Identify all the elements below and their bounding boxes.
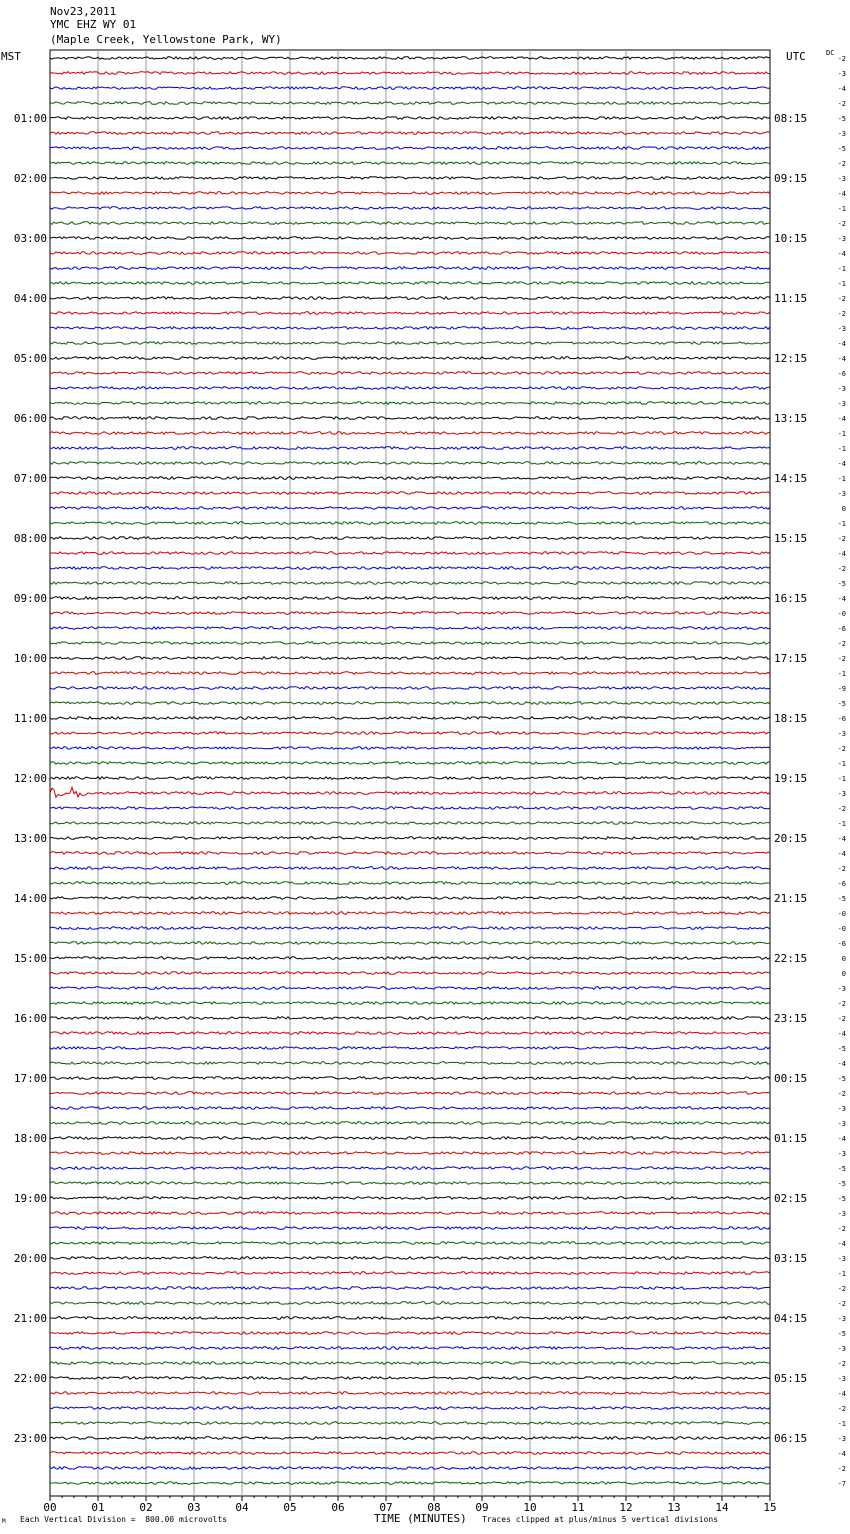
dc-offset-value: -6 — [837, 940, 846, 948]
seismic-trace — [50, 537, 770, 540]
seismic-trace — [50, 1062, 770, 1065]
dc-offset-value: -2 — [837, 1000, 846, 1008]
dc-offset-value: -2 — [837, 1090, 846, 1098]
dc-offset-value: -4 — [837, 1240, 846, 1248]
seismic-trace — [50, 1377, 770, 1380]
x-tick-label: 04 — [235, 1501, 249, 1514]
seismic-trace — [50, 1257, 770, 1260]
mst-hour-label: 08:00 — [13, 532, 47, 545]
dc-offset-value: -3 — [837, 325, 846, 333]
seismic-trace — [50, 1452, 770, 1455]
seismic-trace — [50, 987, 770, 990]
clipping-note: Traces clipped at plus/minus 5 vertical divisions — [482, 1515, 719, 1524]
seismic-trace — [50, 357, 770, 360]
dc-offset-value: -3 — [837, 1345, 846, 1353]
dc-offset-value: -3 — [837, 1120, 846, 1128]
mst-hour-label: 23:00 — [13, 1432, 47, 1445]
dc-offset-value: -1 — [837, 205, 846, 213]
dc-offset-value: -6 — [837, 625, 846, 633]
dc-offset-value: -2 — [837, 1300, 846, 1308]
seismic-trace — [50, 942, 770, 945]
dc-offset-value: -4 — [837, 850, 846, 858]
seismic-trace — [50, 102, 770, 105]
seismic-trace — [50, 402, 770, 405]
seismic-trace — [50, 732, 770, 735]
seismic-trace — [50, 1197, 770, 1200]
utc-hour-label: 01:15 — [774, 1132, 808, 1145]
mst-hour-label: 22:00 — [13, 1372, 47, 1385]
seismic-trace — [50, 1167, 770, 1170]
dc-offset-value: -1 — [837, 280, 846, 288]
seismic-trace — [50, 867, 770, 870]
mst-hour-label: 01:00 — [13, 112, 47, 125]
seismic-trace — [50, 327, 770, 330]
seismic-trace — [50, 282, 770, 285]
seismic-trace — [50, 1317, 770, 1320]
utc-hour-label: 21:15 — [774, 892, 808, 905]
utc-hour-label: 05:15 — [774, 1372, 808, 1385]
dc-offset-value: -5 — [837, 1195, 846, 1203]
dc-offset-value: -3 — [837, 1105, 846, 1113]
utc-hour-label: 02:15 — [774, 1192, 808, 1205]
seismic-trace — [50, 1467, 770, 1470]
x-tick-label: 05 — [283, 1501, 297, 1514]
seismic-trace — [50, 462, 770, 465]
utc-hour-label: 12:15 — [774, 352, 808, 365]
seismic-trace — [50, 1362, 770, 1365]
dc-offset-value: -4 — [837, 595, 846, 603]
dc-offset-value: -5 — [837, 1330, 846, 1338]
seismic-trace — [50, 1482, 770, 1485]
seismic-trace — [50, 582, 770, 585]
dc-offset-value: -1 — [837, 775, 846, 783]
dc-offset-value: -1 — [837, 820, 846, 828]
seismic-trace — [50, 672, 770, 675]
seismic-trace — [50, 927, 770, 930]
seismic-trace — [50, 177, 770, 180]
utc-hour-label: 03:15 — [774, 1252, 808, 1265]
dc-offset-value: 0 — [841, 970, 846, 978]
dc-offset-value: -3 — [837, 1255, 846, 1263]
x-tick-label: 07 — [379, 1501, 393, 1514]
left-timezone-label: MST — [1, 50, 21, 63]
station-code: YMC EHZ WY 01 — [50, 18, 137, 31]
dc-offset-value: 0 — [841, 505, 846, 513]
dc-offset-value: -3 — [837, 1375, 846, 1383]
seismic-trace — [50, 132, 770, 135]
mst-hour-label: 21:00 — [13, 1312, 47, 1325]
dc-offset-value: -3 — [837, 130, 846, 138]
dc-offset-value: -3 — [837, 235, 846, 243]
seismic-trace — [50, 1107, 770, 1110]
utc-hour-label: 23:15 — [774, 1012, 808, 1025]
seismic-trace — [50, 567, 770, 570]
mst-hour-label: 07:00 — [13, 472, 47, 485]
mst-hour-label: 13:00 — [13, 832, 47, 845]
mst-hour-label: 06:00 — [13, 412, 47, 425]
seismic-trace — [50, 1182, 770, 1185]
seismic-trace — [50, 702, 770, 705]
seismic-trace — [50, 207, 770, 210]
x-tick-label: 00 — [43, 1501, 57, 1514]
mst-hour-label: 15:00 — [13, 952, 47, 965]
utc-hour-label: 14:15 — [774, 472, 808, 485]
seismic-trace — [50, 192, 770, 195]
seismic-trace — [50, 1242, 770, 1245]
dc-offset-value: -5 — [837, 145, 846, 153]
dc-offset-value: -4 — [837, 355, 846, 363]
dc-offset-value: -2 — [837, 310, 846, 318]
dc-offset-value: -4 — [837, 415, 846, 423]
utc-hour-label: 13:15 — [774, 412, 808, 425]
dc-offset-value: -1 — [837, 760, 846, 768]
x-tick-label: 12 — [619, 1501, 633, 1514]
x-tick-label: 11 — [571, 1501, 585, 1514]
dc-offset-value: -0 — [837, 925, 846, 933]
dc-offset-value: -4 — [837, 550, 846, 558]
dc-offset-value: -2 — [837, 655, 846, 663]
dc-offset-value: -2 — [837, 640, 846, 648]
dc-offset-value: -4 — [837, 460, 846, 468]
seismic-trace — [50, 882, 770, 885]
dc-offset-value: -2 — [837, 745, 846, 753]
seismic-trace — [50, 1407, 770, 1410]
dc-offset-value: -9 — [837, 685, 846, 693]
seismic-trace — [50, 1422, 770, 1425]
plot-date: Nov23,2011 — [50, 5, 117, 18]
dc-offset-value: -3 — [837, 175, 846, 183]
utc-hour-label: 20:15 — [774, 832, 808, 845]
dc-offset-value: -2 — [837, 535, 846, 543]
seismic-trace — [50, 1017, 770, 1020]
x-tick-label: 13 — [667, 1501, 681, 1514]
station-location: (Maple Creek, Yellowstone Park, WY) — [50, 33, 282, 46]
seismic-trace — [50, 777, 770, 780]
dc-offset-value: -2 — [837, 100, 846, 108]
seismic-trace — [50, 642, 770, 645]
seismic-trace — [50, 787, 770, 797]
seismic-trace — [50, 432, 770, 435]
dc-offset-value: -2 — [837, 1225, 846, 1233]
x-tick-label: 09 — [475, 1501, 489, 1514]
seismic-trace — [50, 1332, 770, 1335]
dc-offset-value: -4 — [837, 1030, 846, 1038]
dc-offset-value: -1 — [837, 430, 846, 438]
dc-offset-value: -1 — [837, 1270, 846, 1278]
dc-offset-value: -6 — [837, 715, 846, 723]
dc-offset-value: -1 — [837, 445, 846, 453]
mst-hour-label: 09:00 — [13, 592, 47, 605]
seismic-trace — [50, 162, 770, 165]
dc-offset-value: -2 — [837, 805, 846, 813]
seismic-trace — [50, 267, 770, 270]
seismic-trace — [50, 1212, 770, 1215]
seismic-trace — [50, 1047, 770, 1050]
utc-hour-label: 04:15 — [774, 1312, 808, 1325]
dc-offset-value: -2 — [837, 55, 846, 63]
seismic-trace — [50, 837, 770, 840]
utc-hour-label: 11:15 — [774, 292, 808, 305]
dc-offset-value: -4 — [837, 1450, 846, 1458]
dc-offset-value: -3 — [837, 490, 846, 498]
dc-offset-value: -3 — [837, 985, 846, 993]
dc-offset-value: -3 — [837, 1150, 846, 1158]
mst-hour-label: 14:00 — [13, 892, 47, 905]
seismic-trace — [50, 1032, 770, 1035]
utc-hour-label: 06:15 — [774, 1432, 808, 1445]
dc-offset-value: -2 — [837, 1015, 846, 1023]
utc-hour-label: 08:15 — [774, 112, 808, 125]
utc-hour-label: 22:15 — [774, 952, 808, 965]
utc-hour-label: 19:15 — [774, 772, 808, 785]
dc-offset-value: -4 — [837, 85, 846, 93]
seismic-trace — [50, 852, 770, 855]
seismic-trace — [50, 1272, 770, 1275]
seismic-trace — [50, 972, 770, 975]
dc-offset-value: -1 — [837, 1420, 846, 1428]
dc-offset-value: -3 — [837, 1435, 846, 1443]
dc-offset-value: -2 — [837, 865, 846, 873]
dc-offset-value: -2 — [837, 1285, 846, 1293]
seismic-trace — [50, 1227, 770, 1230]
right-timezone-label: UTC — [786, 50, 806, 63]
dc-offset-value: -5 — [837, 1165, 846, 1173]
seismic-trace — [50, 1152, 770, 1155]
seismic-trace — [50, 1092, 770, 1095]
seismic-trace — [50, 1302, 770, 1305]
seismic-trace — [50, 717, 770, 720]
x-tick-label: 03 — [187, 1501, 201, 1514]
seismic-trace — [50, 912, 770, 915]
seismic-trace — [50, 1287, 770, 1290]
seismic-trace — [50, 507, 770, 510]
dc-offset-value: 0 — [841, 955, 846, 963]
dc-offset-value: -3 — [837, 1210, 846, 1218]
utc-hour-label: 00:15 — [774, 1072, 808, 1085]
seismic-trace — [50, 522, 770, 525]
seismic-trace — [50, 372, 770, 375]
dc-offset-value: -5 — [837, 700, 846, 708]
dc-offset-value: -4 — [837, 340, 846, 348]
seismic-trace — [50, 387, 770, 390]
dc-offset-value: -5 — [837, 580, 846, 588]
utc-hour-label: 15:15 — [774, 532, 808, 545]
seismic-trace — [50, 492, 770, 495]
dc-offset-header: DC — [826, 49, 835, 57]
x-tick-label: 08 — [427, 1501, 441, 1514]
x-tick-label: 15 — [763, 1501, 777, 1514]
seismic-trace — [50, 687, 770, 690]
dc-offset-value: -5 — [837, 1045, 846, 1053]
seismic-trace — [50, 612, 770, 615]
seismic-trace — [50, 237, 770, 240]
vertical-scale-note: Each Vertical Division = 800.00 microvolts — [20, 1515, 228, 1524]
seismic-trace — [50, 1002, 770, 1005]
seismic-trace — [50, 1347, 770, 1350]
dc-offset-value: -2 — [837, 160, 846, 168]
x-tick-label: 02 — [139, 1501, 153, 1514]
dc-offset-value: -5 — [837, 1075, 846, 1083]
seismic-trace — [50, 72, 770, 75]
dc-offset-value: -4 — [837, 1135, 846, 1143]
seismic-trace — [50, 627, 770, 630]
dc-offset-value: -1 — [837, 670, 846, 678]
dc-offset-value: -6 — [837, 880, 846, 888]
dc-offset-value: -6 — [837, 370, 846, 378]
mst-hour-label: 03:00 — [13, 232, 47, 245]
dc-offset-value: -7 — [837, 1480, 846, 1488]
seismic-trace — [50, 807, 770, 810]
dc-offset-value: -4 — [837, 835, 846, 843]
dc-offset-value: -3 — [837, 730, 846, 738]
dc-offset-value: -2 — [837, 1405, 846, 1413]
dc-offset-value: -3 — [837, 400, 846, 408]
utc-hour-label: 10:15 — [774, 232, 808, 245]
seismic-trace — [50, 57, 770, 60]
seismic-trace — [50, 1392, 770, 1395]
seismic-trace — [50, 597, 770, 600]
dc-offset-value: -4 — [837, 1390, 846, 1398]
seismic-trace — [50, 477, 770, 480]
dc-offset-value: -4 — [837, 250, 846, 258]
dc-offset-value: -0 — [837, 910, 846, 918]
seismic-trace — [50, 552, 770, 555]
mst-hour-label: 02:00 — [13, 172, 47, 185]
seismic-trace — [50, 447, 770, 450]
dc-offset-value: -2 — [837, 1360, 846, 1368]
seismic-trace — [50, 1137, 770, 1140]
mst-hour-label: 17:00 — [13, 1072, 47, 1085]
seismic-trace — [50, 342, 770, 345]
seismic-trace — [50, 897, 770, 900]
mst-hour-label: 19:00 — [13, 1192, 47, 1205]
utc-hour-label: 17:15 — [774, 652, 808, 665]
mst-hour-label: 04:00 — [13, 292, 47, 305]
dc-offset-value: -3 — [837, 385, 846, 393]
dc-offset-value: -4 — [837, 1060, 846, 1068]
seismic-trace — [50, 1077, 770, 1080]
seismic-trace — [50, 957, 770, 960]
seismic-trace — [50, 747, 770, 750]
x-tick-label: 14 — [715, 1501, 729, 1514]
seismic-trace — [50, 222, 770, 225]
dc-offset-value: -2 — [837, 220, 846, 228]
seismic-trace — [50, 297, 770, 300]
mst-hour-label: 05:00 — [13, 352, 47, 365]
x-axis-title: TIME (MINUTES) — [374, 1512, 467, 1525]
mst-hour-label: 18:00 — [13, 1132, 47, 1145]
seismic-trace — [50, 312, 770, 315]
dc-offset-value: -2 — [837, 295, 846, 303]
dc-offset-value: -5 — [837, 115, 846, 123]
dc-offset-value: -2 — [837, 1465, 846, 1473]
utc-hour-label: 09:15 — [774, 172, 808, 185]
seismic-trace — [50, 117, 770, 120]
seismic-trace — [50, 252, 770, 255]
mst-hour-label: 12:00 — [13, 772, 47, 785]
mst-hour-label: 11:00 — [13, 712, 47, 725]
dc-offset-value: -1 — [837, 265, 846, 273]
dc-offset-value: -3 — [837, 1315, 846, 1323]
utc-hour-label: 16:15 — [774, 592, 808, 605]
x-tick-label: 06 — [331, 1501, 345, 1514]
dc-offset-value: -3 — [837, 70, 846, 78]
x-tick-label: 10 — [523, 1501, 537, 1514]
dc-offset-value: -5 — [837, 1180, 846, 1188]
mst-hour-label: 10:00 — [13, 652, 47, 665]
dc-offset-value: -5 — [837, 895, 846, 903]
seismic-trace — [50, 822, 770, 825]
dc-offset-value: -1 — [837, 520, 846, 528]
dc-offset-value: -4 — [837, 190, 846, 198]
seismic-trace — [50, 762, 770, 765]
dc-offset-value: -1 — [837, 475, 846, 483]
seismic-trace — [50, 87, 770, 90]
seismic-trace — [50, 417, 770, 420]
seismic-trace — [50, 657, 770, 660]
seismic-trace — [50, 147, 770, 150]
dc-offset-value: -2 — [837, 565, 846, 573]
dc-offset-value: -0 — [837, 610, 846, 618]
seismic-trace — [50, 1437, 770, 1440]
mst-hour-label: 20:00 — [13, 1252, 47, 1265]
dc-offset-value: -3 — [837, 790, 846, 798]
x-tick-label: 01 — [91, 1501, 105, 1514]
utc-hour-label: 18:15 — [774, 712, 808, 725]
seismic-trace — [50, 1122, 770, 1125]
corner-mark: M — [2, 1518, 6, 1525]
mst-hour-label: 16:00 — [13, 1012, 47, 1025]
